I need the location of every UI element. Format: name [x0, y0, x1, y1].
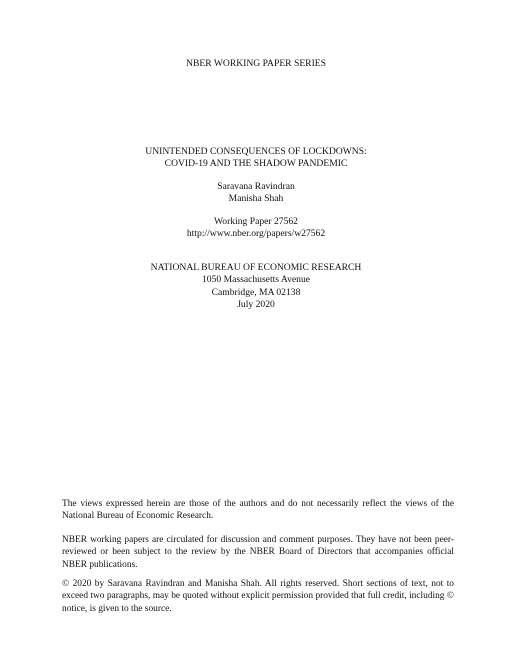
- disclaimer-text: The views expressed herein are those of the authors and do not necessarily reflect the views of the National Bureau of Economic Research.: [62, 499, 454, 522]
- publisher-street: 1050 Massachusetts Avenue: [202, 274, 310, 286]
- copyright-note: [62, 578, 454, 615]
- paper-title-line-1: UNINTENDED CONSEQUENCES OF LOCKDOWNS:: [145, 146, 367, 157]
- paper-title-line-2: COVID-19 AND THE SHADOW PANDEMIC: [164, 158, 348, 170]
- paper-title: [0, 146, 512, 171]
- publication-date: July 2020: [237, 299, 275, 311]
- series-heading: NBER WORKING PAPER SERIES: [186, 58, 326, 69]
- circulation-text: NBER working papers are circulated for discussion and comment purposes. They have not been peer-reviewed or been subject to the review by the NBER Board of Directors that accompanies official NBER publications.: [62, 535, 454, 570]
- publisher-name: NATIONAL BUREAU OF ECONOMIC RESEARCH: [150, 262, 362, 273]
- disclaimer-note: [62, 498, 454, 523]
- working-paper-info: [0, 216, 512, 241]
- author-name: Manisha Shah: [228, 193, 284, 205]
- working-paper-number: Working Paper 27562: [214, 216, 298, 227]
- author-list: [0, 181, 512, 206]
- working-paper-url[interactable]: http://www.nber.org/papers/w27562: [186, 228, 326, 240]
- circulation-note: [62, 534, 454, 571]
- copyright-text: © 2020 by Saravana Ravindran and Manisha Shah. All rights reserved. Short sections of text, not to exceed two paragraphs, may be quoted without explicit permission provided that full credit, including © notice, is given to the source.: [62, 579, 454, 614]
- publisher-city: Cambridge, MA 02138: [211, 286, 301, 298]
- author-name: Saravana Ravindran: [217, 181, 295, 192]
- publisher-block: [0, 262, 512, 312]
